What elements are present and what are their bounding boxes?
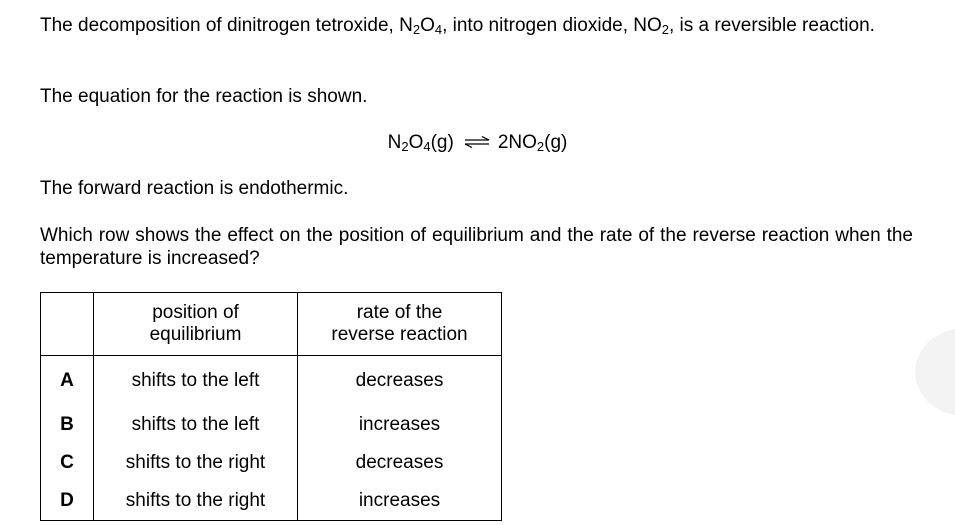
row-position: shifts to the left [94, 356, 298, 407]
row-rate: decreases [298, 444, 502, 482]
table-header-empty [41, 293, 94, 356]
row-rate: decreases [298, 356, 502, 407]
row-letter: A [41, 356, 94, 407]
endothermic-statement: The forward reaction is endothermic. [40, 178, 349, 199]
equilibrium-arrow-icon [464, 132, 490, 154]
table-header-row [41, 293, 502, 356]
row-position: shifts to the right [94, 482, 298, 521]
row-letter: D [41, 482, 94, 521]
table-row[interactable] [41, 482, 502, 521]
reaction-equation: $N_2O_4(g)$ $2NO_2(g)$ [387, 132, 568, 155]
answer-table [40, 292, 502, 521]
header-position: position of equilibrium [94, 293, 298, 356]
row-rate: increases [298, 406, 502, 444]
edge-decoration [915, 328, 955, 416]
equation-intro: The equation for the reaction is shown. [40, 86, 368, 107]
row-position: shifts to the left [94, 406, 298, 444]
row-letter: C [41, 444, 94, 482]
row-letter: B [41, 406, 94, 444]
question-text: Which row shows the effect on the position of equilibrium and the rate of the reverse reaction when the temperature is increased? [40, 225, 913, 269]
table-row[interactable] [41, 406, 502, 444]
table-row[interactable] [41, 444, 502, 482]
row-position: shifts to the right [94, 444, 298, 482]
header-rate: rate of the reverse reaction [298, 293, 502, 356]
table-row[interactable] [41, 356, 502, 407]
row-rate: increases [298, 482, 502, 521]
intro-paragraph: The decomposition of dinitrogen tetroxide, $N_2O_4$, into nitrogen dioxide, $NO_2$, is a reversible reaction. [40, 15, 875, 37]
